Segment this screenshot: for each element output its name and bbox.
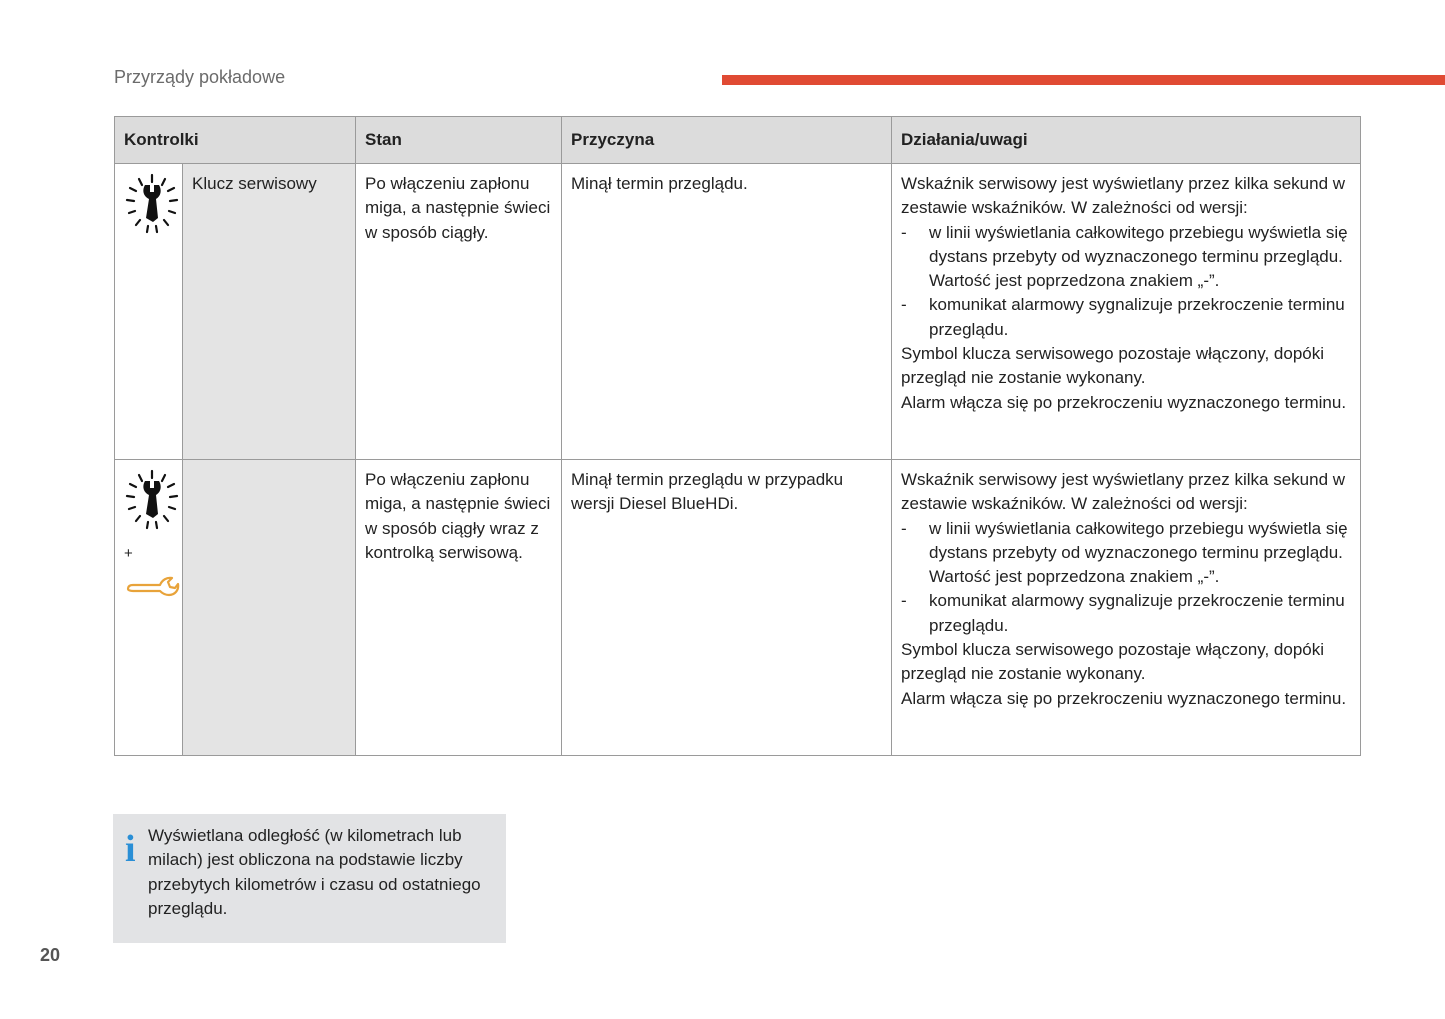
actions-intro: Wskaźnik serwisowy jest wyświetlany przez kilka sekund w zestawie wskaźników. W zależności od wersji: <box>901 470 1346 514</box>
actions-intro: Wskaźnik serwisowy jest wyświetlany przez kilka sekund w zestawie wskaźników. W zależności od wersji: <box>901 174 1346 218</box>
actions-bullet-text: w linii wyświetlania całkowitego przebiegu wyświetla się dystans przebyty od wyznaczonego terminu przeglądu. Wartość jest poprzedzona znakiem „-”. <box>929 222 1348 291</box>
state-cell: Po włączeniu zapłonu miga, a następnie świeci w sposób ciągły. <box>356 164 562 460</box>
state-cell: Po włączeniu zapłonu miga, a następnie świeci w sposób ciągły wraz z kontrolką serwisową. <box>356 460 562 756</box>
actions-cell <box>892 164 1361 460</box>
actions-bullet: - komunikat alarmowy sygnalizuje przekroczenie terminu przeglądu. <box>901 591 1345 635</box>
cause-cell: Minął termin przeglądu w przypadku wersji Diesel BlueHDi. <box>562 460 892 756</box>
table-header-row <box>115 117 1361 164</box>
info-note-text: Wyświetlana odległość (w kilometrach lub milach) jest obliczona na podstawie liczby przebytych kilometrów i czasu od ostatniego przeglądu. <box>148 826 481 918</box>
actions-bullet: - w linii wyświetlania całkowitego przebiegu wyświetla się dystans przebyty od wyznaczonego terminu przeglądu. Wartość jest poprzedzona znakiem „-”. <box>901 518 1348 587</box>
indicator-name-cell <box>183 460 356 756</box>
actions-bullet: - w linii wyświetlania całkowitego przebiegu wyświetla się dystans przebyty od wyznaczonego terminu przeglądu. Wartość jest poprzedzona znakiem „-”. <box>901 222 1348 291</box>
indicator-icon-cell <box>115 460 183 756</box>
column-header-dzialania: Działania/uwagi <box>892 117 1361 164</box>
actions-cell <box>892 460 1361 756</box>
actions-bullet-text: komunikat alarmowy sygnalizuje przekroczenie terminu przeglądu. <box>929 591 1345 635</box>
column-header-przyczyna: Przyczyna <box>562 117 892 164</box>
section-title: Przyrządy pokładowe <box>114 67 286 87</box>
page-number: 20 <box>40 945 61 965</box>
actions-bullet: - komunikat alarmowy sygnalizuje przekroczenie terminu przeglądu. <box>901 295 1345 339</box>
table-row <box>115 164 1361 460</box>
actions-bullet-text: komunikat alarmowy sygnalizuje przekroczenie terminu przeglądu. <box>929 295 1345 339</box>
info-icon: i <box>125 828 136 870</box>
actions-bullet-text: w linii wyświetlania całkowitego przebiegu wyświetla się dystans przebyty od wyznaczonego terminu przeglądu. Wartość jest poprzedzona znakiem „-”. <box>929 518 1348 587</box>
actions-paragraph: Symbol klucza serwisowego pozostaje włączony, dopóki przegląd nie zostanie wykonany. <box>901 640 1325 684</box>
plus-sign: + <box>124 545 133 563</box>
column-header-kontrolki: Kontrolki <box>115 117 356 164</box>
indicator-icon-cell <box>115 164 183 460</box>
actions-paragraph: Symbol klucza serwisowego pozostaje włączony, dopóki przegląd nie zostanie wykonany. <box>901 344 1325 388</box>
table-row <box>115 460 1361 756</box>
wrench-icon <box>124 569 180 599</box>
actions-paragraph: Alarm włącza się po przekroczeniu wyznaczonego terminu. <box>901 688 1347 708</box>
header-accent-bar <box>722 75 1445 85</box>
indicator-name-cell: Klucz serwisowy <box>183 164 356 460</box>
actions-paragraph: Alarm włącza się po przekroczeniu wyznaczonego terminu. <box>901 392 1347 412</box>
info-note <box>113 814 506 943</box>
warning-lights-table <box>114 116 1361 756</box>
column-header-stan: Stan <box>356 117 562 164</box>
cause-cell: Minął termin przeglądu. <box>562 164 892 460</box>
service-wrench-warning-icon <box>124 468 180 534</box>
service-wrench-warning-icon <box>124 172 180 238</box>
